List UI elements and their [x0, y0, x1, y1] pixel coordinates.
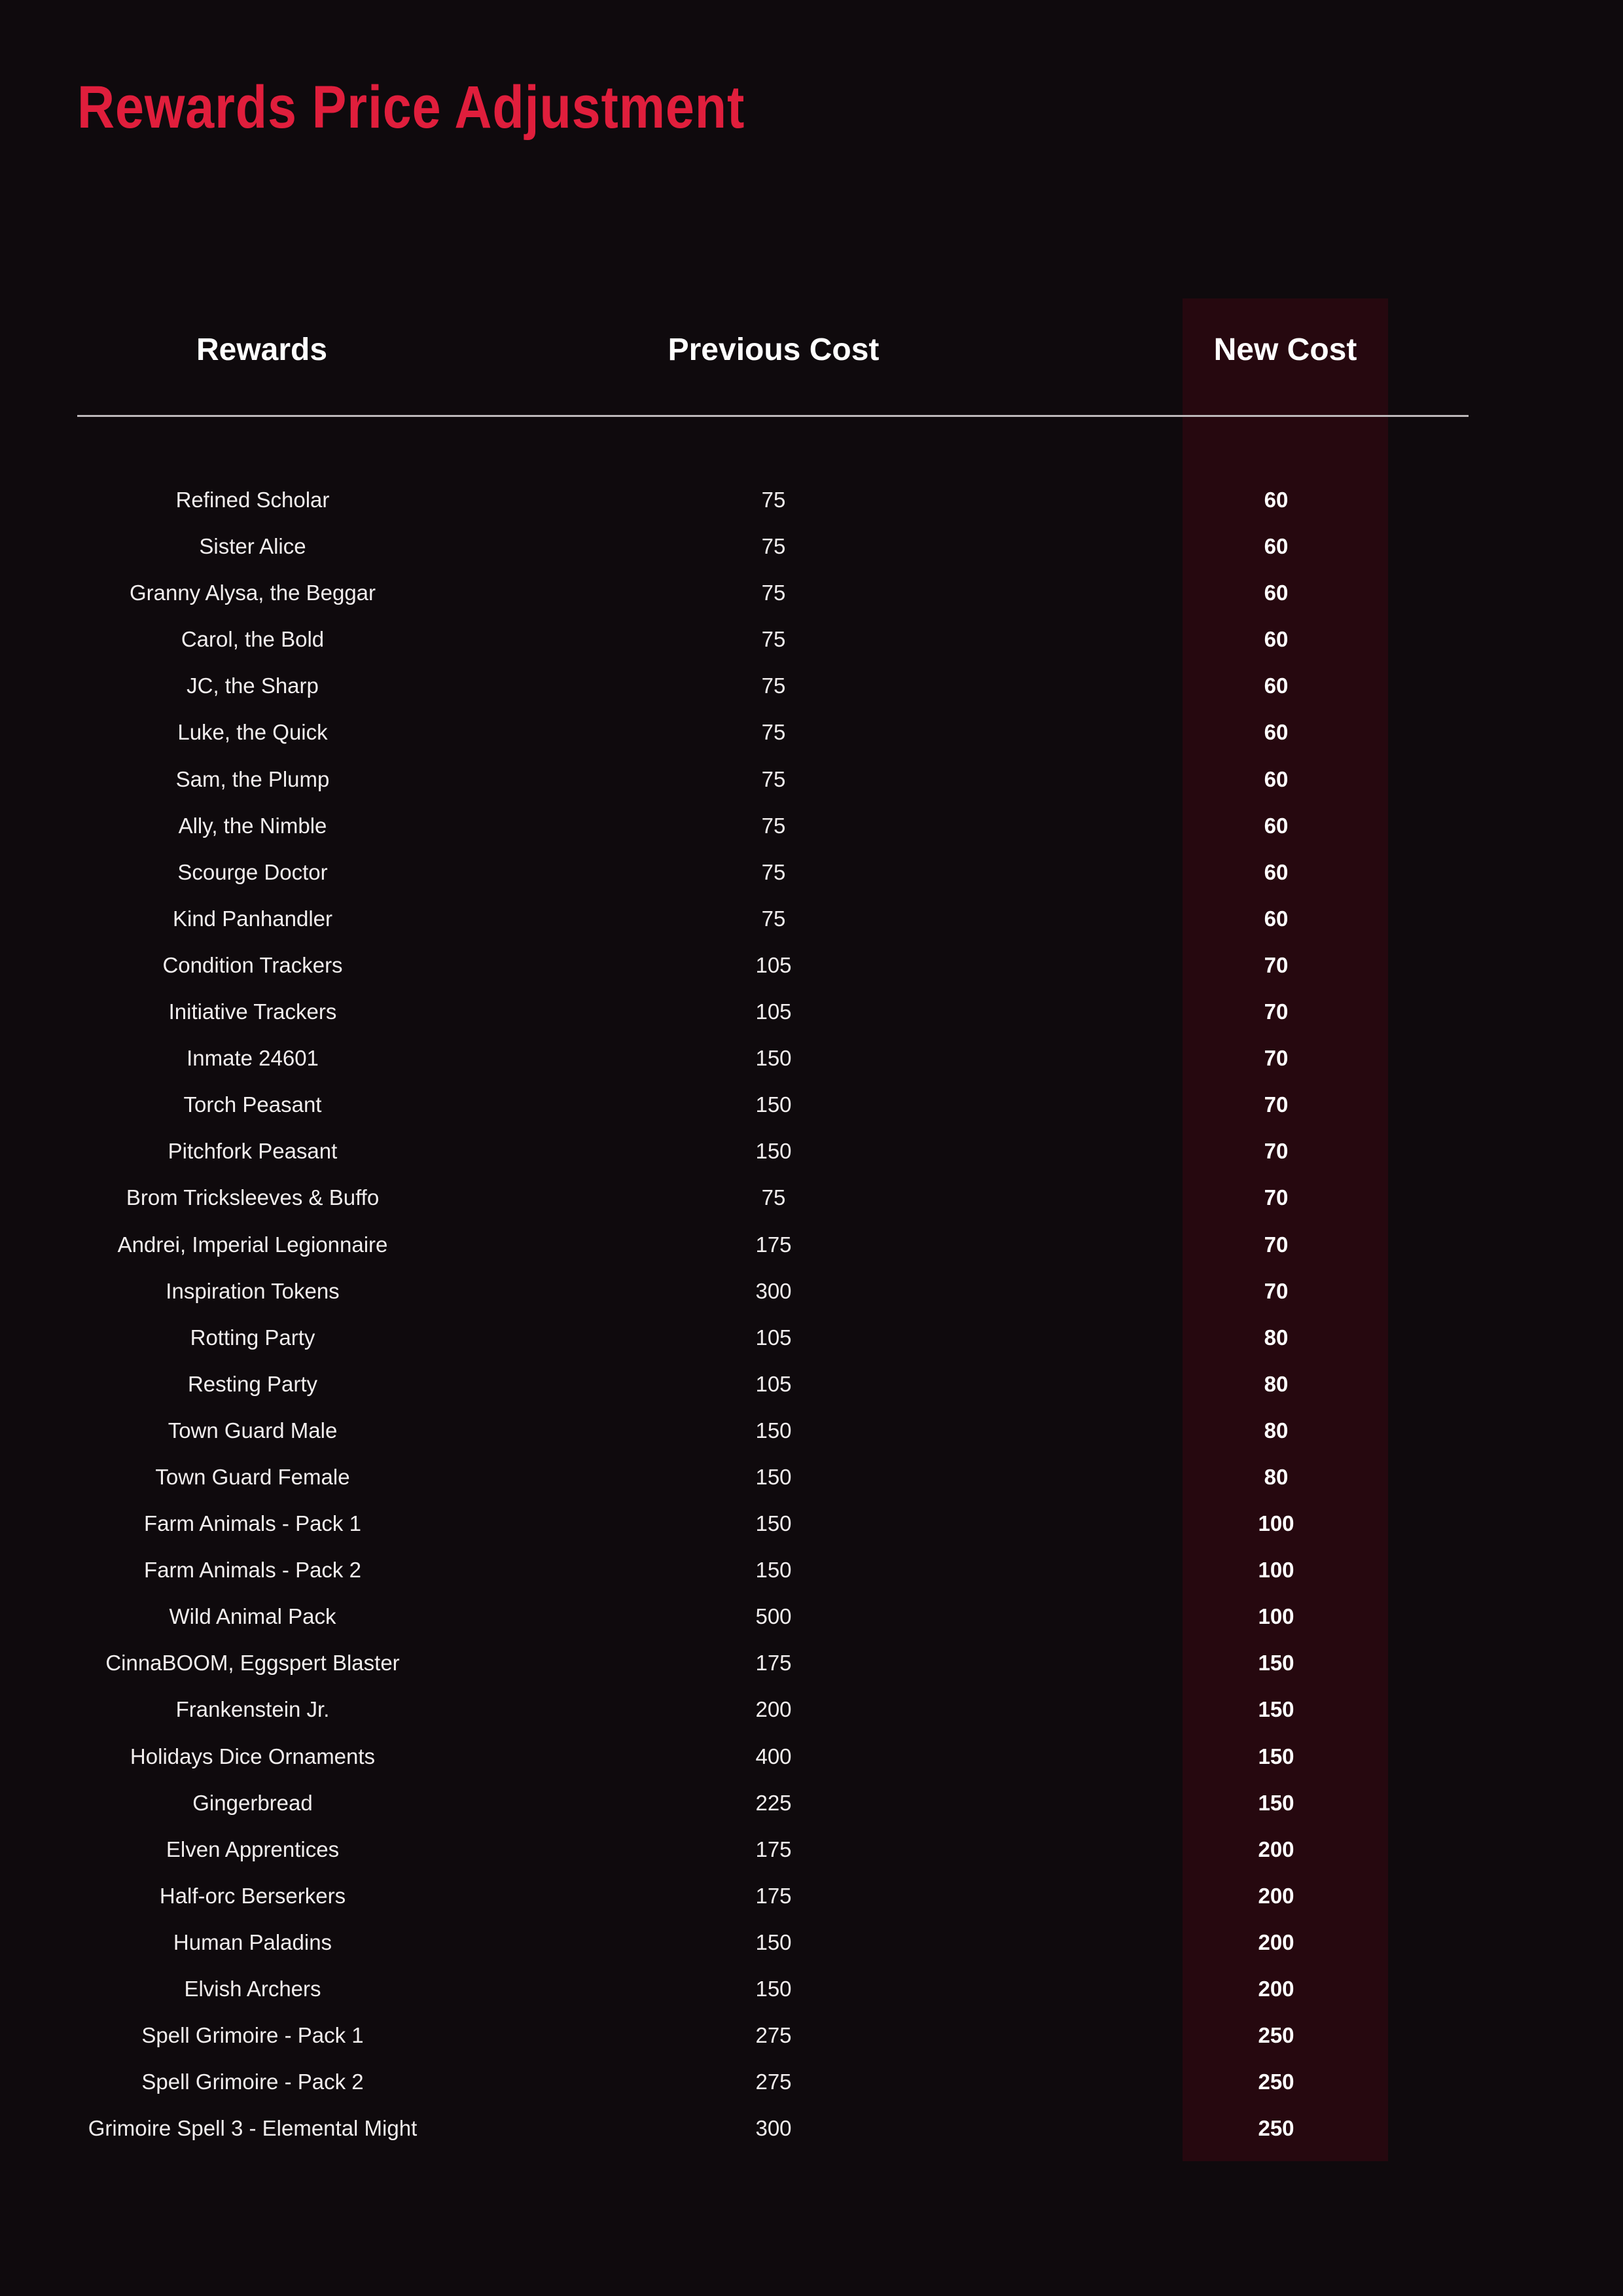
new-cost-cell: 70	[1264, 1278, 1289, 1303]
previous-cost-cell: 75	[761, 534, 786, 559]
new-cost-cell: 200	[1258, 1929, 1294, 1954]
previous-cost-cell: 105	[755, 1371, 792, 1396]
new-cost-cell: 100	[1258, 1558, 1294, 1583]
table-row	[0, 616, 1623, 662]
previous-cost-cell: 275	[755, 2023, 792, 2048]
reward-name-cell: Holidays Dice Ornaments	[130, 1744, 376, 1768]
reward-name-cell: Grimoire Spell 3 - Elemental Might	[88, 2116, 418, 2141]
page-title: Rewards Price Adjustment	[77, 74, 745, 141]
table-row	[0, 1174, 1623, 1221]
previous-cost-cell: 200	[755, 1697, 792, 1722]
table-row	[0, 1454, 1623, 1500]
previous-cost-cell: 175	[755, 1883, 792, 1908]
previous-cost-cell: 75	[761, 488, 786, 512]
previous-cost-cell: 150	[755, 1929, 792, 1954]
reward-name-cell: Town Guard Male	[168, 1418, 338, 1443]
previous-cost-cell: 150	[755, 1092, 792, 1117]
reward-name-cell: Farm Animals - Pack 2	[144, 1558, 361, 1583]
previous-cost-cell: 500	[755, 1604, 792, 1629]
table-row	[0, 1780, 1623, 1826]
table-row	[0, 1826, 1623, 1873]
table-row	[0, 1500, 1623, 1547]
table-row	[0, 849, 1623, 895]
table-row	[0, 1035, 1623, 1081]
previous-cost-cell: 75	[761, 720, 786, 745]
table-row	[0, 1873, 1623, 1919]
previous-cost-cell: 75	[761, 581, 786, 605]
new-cost-cell: 200	[1258, 1883, 1294, 1908]
previous-cost-cell: 225	[755, 1790, 792, 1815]
reward-name-cell: Elvish Archers	[184, 1977, 321, 2001]
previous-cost-cell: 150	[755, 1046, 792, 1071]
table-row	[0, 1919, 1623, 1965]
reward-name-cell: Luke, the Quick	[177, 720, 328, 745]
previous-cost-cell: 150	[755, 1139, 792, 1164]
new-cost-cell: 60	[1264, 906, 1289, 931]
new-cost-cell: 70	[1264, 1046, 1289, 1071]
table-row	[0, 2058, 1623, 2105]
new-cost-cell: 80	[1264, 1418, 1289, 1443]
reward-name-cell: Ally, the Nimble	[178, 813, 327, 838]
new-cost-cell: 80	[1264, 1371, 1289, 1396]
reward-name-cell: Refined Scholar	[175, 488, 330, 512]
new-cost-cell: 80	[1264, 1325, 1289, 1350]
table-row	[0, 1268, 1623, 1314]
reward-name-cell: Half-orc Berserkers	[159, 1883, 346, 1908]
new-cost-cell: 200	[1258, 1837, 1294, 1861]
reward-name-cell: Elven Apprentices	[166, 1837, 340, 1861]
table-row	[0, 802, 1623, 849]
new-cost-cell: 60	[1264, 813, 1289, 838]
table-row	[0, 1640, 1623, 1686]
new-cost-cell: 60	[1264, 488, 1289, 512]
table-row	[0, 1081, 1623, 1128]
rewards-table-body	[0, 476, 1623, 2151]
reward-name-cell: Rotting Party	[190, 1325, 315, 1350]
previous-cost-cell: 300	[755, 2116, 792, 2141]
previous-cost-cell: 175	[755, 1651, 792, 1676]
column-header-new-cost: New Cost	[1213, 332, 1357, 367]
reward-name-cell: Sister Alice	[199, 534, 306, 559]
reward-name-cell: Granny Alysa, the Beggar	[129, 581, 376, 605]
new-cost-cell: 100	[1258, 1604, 1294, 1629]
previous-cost-cell: 105	[755, 952, 792, 977]
table-row	[0, 569, 1623, 616]
previous-cost-cell: 75	[761, 859, 786, 884]
new-cost-cell: 70	[1264, 1185, 1289, 1210]
new-cost-cell: 60	[1264, 859, 1289, 884]
reward-name-cell: Gingerbread	[192, 1790, 313, 1815]
table-row	[0, 1407, 1623, 1454]
new-cost-cell: 70	[1264, 952, 1289, 977]
table-row	[0, 1361, 1623, 1407]
previous-cost-cell: 75	[761, 813, 786, 838]
table-row	[0, 2012, 1623, 2058]
new-cost-cell: 250	[1258, 2070, 1294, 2094]
reward-name-cell: Spell Grimoire - Pack 2	[141, 2070, 364, 2094]
reward-name-cell: Brom Tricksleeves & Buffo	[126, 1185, 380, 1210]
table-row	[0, 1593, 1623, 1640]
previous-cost-cell: 75	[761, 906, 786, 931]
reward-name-cell: Inspiration Tokens	[166, 1278, 340, 1303]
reward-name-cell: JC, the Sharp	[187, 673, 319, 698]
reward-name-cell: Scourge Doctor	[177, 859, 328, 884]
previous-cost-cell: 275	[755, 2070, 792, 2094]
table-row	[0, 1221, 1623, 1268]
reward-name-cell: Pitchfork Peasant	[168, 1139, 338, 1164]
reward-name-cell: Town Guard Female	[155, 1464, 350, 1489]
table-row	[0, 523, 1623, 569]
reward-name-cell: Human Paladins	[173, 1929, 332, 1954]
new-cost-cell: 60	[1264, 627, 1289, 652]
previous-cost-cell: 400	[755, 1744, 792, 1768]
table-row	[0, 1314, 1623, 1361]
new-cost-cell: 70	[1264, 999, 1289, 1024]
previous-cost-cell: 75	[761, 1185, 786, 1210]
table-row	[0, 709, 1623, 755]
table-row	[0, 2105, 1623, 2151]
reward-name-cell: Kind Panhandler	[172, 906, 333, 931]
table-row	[0, 1128, 1623, 1174]
new-cost-cell: 250	[1258, 2023, 1294, 2048]
reward-name-cell: Frankenstein Jr.	[175, 1697, 330, 1722]
table-row	[0, 1965, 1623, 2012]
new-cost-cell: 150	[1258, 1651, 1294, 1676]
previous-cost-cell: 300	[755, 1278, 792, 1303]
table-row	[0, 476, 1623, 523]
new-cost-cell: 100	[1258, 1511, 1294, 1536]
new-cost-cell: 150	[1258, 1790, 1294, 1815]
previous-cost-cell: 75	[761, 627, 786, 652]
new-cost-cell: 70	[1264, 1139, 1289, 1164]
reward-name-cell: Wild Animal Pack	[169, 1604, 336, 1629]
previous-cost-cell: 150	[755, 1558, 792, 1583]
new-cost-cell: 150	[1258, 1697, 1294, 1722]
reward-name-cell: Farm Animals - Pack 1	[144, 1511, 361, 1536]
column-header-rewards: Rewards	[196, 332, 328, 367]
table-row	[0, 662, 1623, 709]
reward-name-cell: Resting Party	[187, 1371, 318, 1396]
reward-name-cell: Inmate 24601	[187, 1046, 319, 1071]
table-row	[0, 895, 1623, 942]
previous-cost-cell: 150	[755, 1464, 792, 1489]
new-cost-cell: 70	[1264, 1232, 1289, 1257]
new-cost-cell: 80	[1264, 1464, 1289, 1489]
table-row	[0, 756, 1623, 802]
header-divider	[77, 415, 1469, 417]
new-cost-cell: 200	[1258, 1977, 1294, 2001]
new-cost-cell: 60	[1264, 673, 1289, 698]
previous-cost-cell: 150	[755, 1977, 792, 2001]
table-row	[0, 1686, 1623, 1732]
previous-cost-cell: 150	[755, 1511, 792, 1536]
new-cost-cell: 60	[1264, 720, 1289, 745]
previous-cost-cell: 175	[755, 1837, 792, 1861]
previous-cost-cell: 105	[755, 999, 792, 1024]
previous-cost-cell: 75	[761, 673, 786, 698]
previous-cost-cell: 175	[755, 1232, 792, 1257]
reward-name-cell: Torch Peasant	[183, 1092, 322, 1117]
reward-name-cell: Carol, the Bold	[181, 627, 325, 652]
table-row	[0, 942, 1623, 988]
table-row	[0, 988, 1623, 1035]
previous-cost-cell: 150	[755, 1418, 792, 1443]
new-cost-cell: 250	[1258, 2116, 1294, 2141]
table-row	[0, 1733, 1623, 1780]
table-row	[0, 1547, 1623, 1593]
reward-name-cell: Initiative Trackers	[168, 999, 337, 1024]
reward-name-cell: Condition Trackers	[162, 952, 343, 977]
new-cost-cell: 60	[1264, 534, 1289, 559]
previous-cost-cell: 75	[761, 766, 786, 791]
reward-name-cell: Sam, the Plump	[175, 766, 330, 791]
previous-cost-cell: 105	[755, 1325, 792, 1350]
new-cost-cell: 60	[1264, 581, 1289, 605]
column-header-previous-cost: Previous Cost	[668, 332, 880, 367]
new-cost-cell: 150	[1258, 1744, 1294, 1768]
reward-name-cell: Spell Grimoire - Pack 1	[141, 2023, 364, 2048]
reward-name-cell: CinnaBOOM, Eggspert Blaster	[105, 1651, 400, 1676]
new-cost-cell: 70	[1264, 1092, 1289, 1117]
new-cost-cell: 60	[1264, 766, 1289, 791]
reward-name-cell: Andrei, Imperial Legionnaire	[117, 1232, 388, 1257]
